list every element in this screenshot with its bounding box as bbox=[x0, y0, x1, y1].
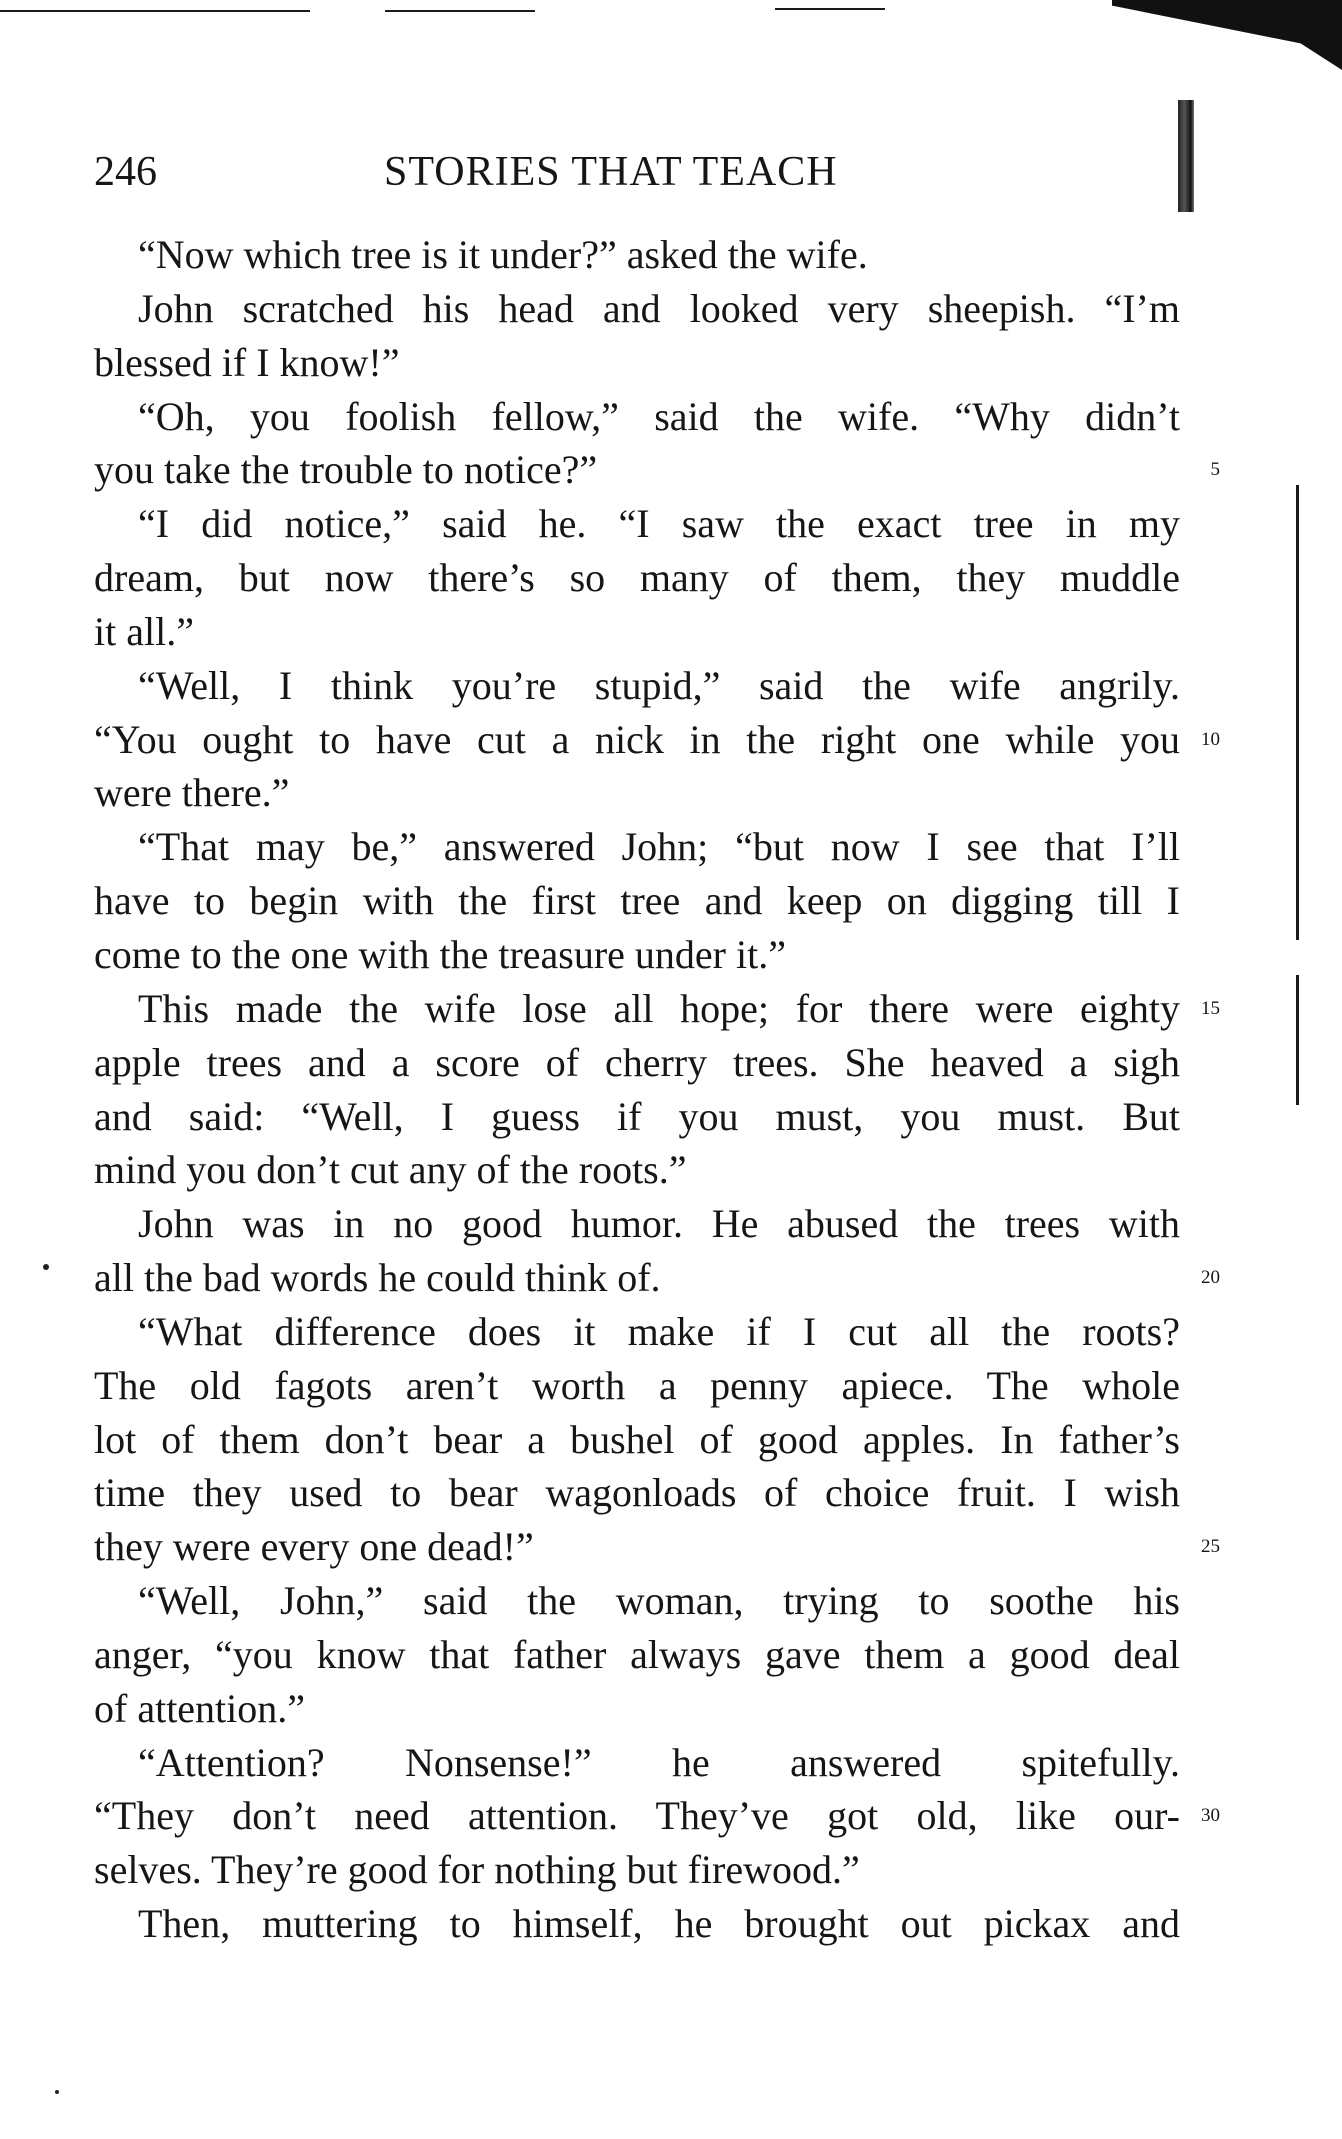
line-number: 30 bbox=[1201, 1805, 1220, 1827]
text-line-content: mind you don’t cut any of the roots.” bbox=[94, 1147, 687, 1193]
line-number: 5 bbox=[1210, 459, 1220, 481]
text-line bbox=[94, 766, 1180, 820]
text-line bbox=[94, 1251, 1220, 1305]
scan-artifact-top-left bbox=[0, 10, 310, 12]
text-line bbox=[94, 605, 1180, 659]
text-line bbox=[94, 1574, 1180, 1628]
text-line-content: John was in no good humor. He abused the trees with bbox=[138, 1201, 1180, 1247]
line-number: 25 bbox=[1201, 1536, 1220, 1558]
text-line-content: lot of them don’t bear a bushel of good apples. In father’s bbox=[94, 1416, 1180, 1462]
text-line-content: “Attention? Nonsense!” he answered spitefully. bbox=[138, 1739, 1180, 1785]
text-line bbox=[94, 713, 1220, 767]
text-line bbox=[94, 1789, 1220, 1843]
body-text bbox=[94, 228, 1220, 1951]
line-number: 20 bbox=[1201, 1267, 1220, 1289]
text-line bbox=[94, 282, 1180, 336]
text-line-content: come to the one with the treasure under it.” bbox=[94, 931, 786, 977]
text-line-content: The old fagots aren’t worth a penny apiece. The whole bbox=[94, 1362, 1180, 1408]
text-line-content: John scratched his head and looked very sheepish. “I’m bbox=[138, 285, 1180, 331]
scan-artifact-binding bbox=[1178, 100, 1194, 212]
text-line-content: anger, “you know that father always gave them a good deal bbox=[94, 1631, 1180, 1677]
text-line bbox=[94, 1305, 1180, 1359]
text-line bbox=[94, 1628, 1180, 1682]
text-line bbox=[94, 928, 1180, 982]
text-line-content: and said: “Well, I guess if you must, you must. But bbox=[94, 1093, 1180, 1139]
text-line-content: “They don’t need attention. They’ve got old, like our- bbox=[94, 1793, 1180, 1839]
text-line bbox=[94, 1143, 1180, 1197]
text-line-content: blessed if I know!” bbox=[94, 339, 400, 385]
text-line bbox=[94, 1359, 1180, 1413]
text-line-content: “I did notice,” said he. “I saw the exact tree in my bbox=[138, 501, 1180, 547]
text-line bbox=[94, 1466, 1180, 1520]
text-line bbox=[94, 1736, 1180, 1790]
text-line-content: “You ought to have cut a nick in the right one while you bbox=[94, 716, 1180, 762]
scan-artifact-corner bbox=[1112, 0, 1342, 70]
line-number: 15 bbox=[1201, 997, 1220, 1019]
text-line bbox=[94, 659, 1180, 713]
text-line-content: of attention.” bbox=[94, 1685, 306, 1731]
text-line-content: were there.” bbox=[94, 770, 290, 816]
text-line-content: selves. They’re good for nothing but firewood.” bbox=[94, 1847, 860, 1893]
text-line bbox=[94, 336, 1180, 390]
text-line-content: dream, but now there’s so many of them, they muddle bbox=[94, 555, 1180, 601]
text-line bbox=[94, 1843, 1180, 1897]
text-line bbox=[94, 820, 1180, 874]
running-title: STORIES THAT TEACH bbox=[384, 149, 838, 195]
text-line-content: time they used to bear wagonloads of choice fruit. I wish bbox=[94, 1470, 1180, 1516]
scan-speck-1 bbox=[43, 1264, 49, 1270]
text-line bbox=[94, 228, 1180, 282]
text-line bbox=[94, 1520, 1220, 1574]
text-line bbox=[94, 1036, 1180, 1090]
text-line-content: “That may be,” answered John; “but now I see that I’ll bbox=[138, 824, 1180, 870]
line-number: 10 bbox=[1201, 728, 1220, 750]
text-line-content: they were every one dead!” bbox=[94, 1524, 534, 1570]
scan-artifact-margin-line-2 bbox=[1296, 975, 1299, 1105]
scan-artifact-margin-line-1 bbox=[1296, 485, 1299, 940]
text-line bbox=[94, 874, 1180, 928]
text-line-content: you take the trouble to notice?” bbox=[94, 447, 598, 493]
text-line-content: all the bad words he could think of. bbox=[94, 1255, 661, 1301]
scan-artifact-top-center bbox=[385, 10, 535, 12]
page-number: 246 bbox=[94, 149, 157, 195]
text-line-content: Then, muttering to himself, he brought out pickax and bbox=[138, 1901, 1180, 1947]
text-line-content: “Now which tree is it under?” asked the wife. bbox=[138, 232, 868, 277]
text-line bbox=[94, 1413, 1180, 1467]
text-line bbox=[94, 497, 1180, 551]
text-line-content: have to begin with the first tree and keep on digging till I bbox=[94, 878, 1180, 924]
text-line bbox=[94, 1090, 1180, 1144]
text-line-content: “Well, John,” said the woman, trying to soothe his bbox=[138, 1578, 1180, 1624]
text-line-content: apple trees and a score of cherry trees. She heaved a sigh bbox=[94, 1039, 1180, 1085]
text-line bbox=[94, 390, 1180, 444]
scan-speck-2 bbox=[55, 2090, 59, 2094]
text-line bbox=[94, 551, 1180, 605]
text-line bbox=[94, 982, 1220, 1036]
text-line bbox=[94, 1897, 1180, 1951]
text-line-content: “Oh, you foolish fellow,” said the wife. “Why didn’t bbox=[138, 393, 1180, 439]
text-line bbox=[94, 1682, 1180, 1736]
text-line-content: “What difference does it make if I cut all the roots? bbox=[138, 1308, 1180, 1354]
text-line-content: This made the wife lose all hope; for there were eighty bbox=[138, 985, 1180, 1031]
scan-artifact-top-right bbox=[775, 8, 885, 10]
text-line bbox=[94, 443, 1220, 497]
text-line-content: “Well, I think you’re stupid,” said the wife angrily. bbox=[138, 662, 1180, 708]
text-line bbox=[94, 1197, 1180, 1251]
text-line-content: it all.” bbox=[94, 608, 194, 654]
